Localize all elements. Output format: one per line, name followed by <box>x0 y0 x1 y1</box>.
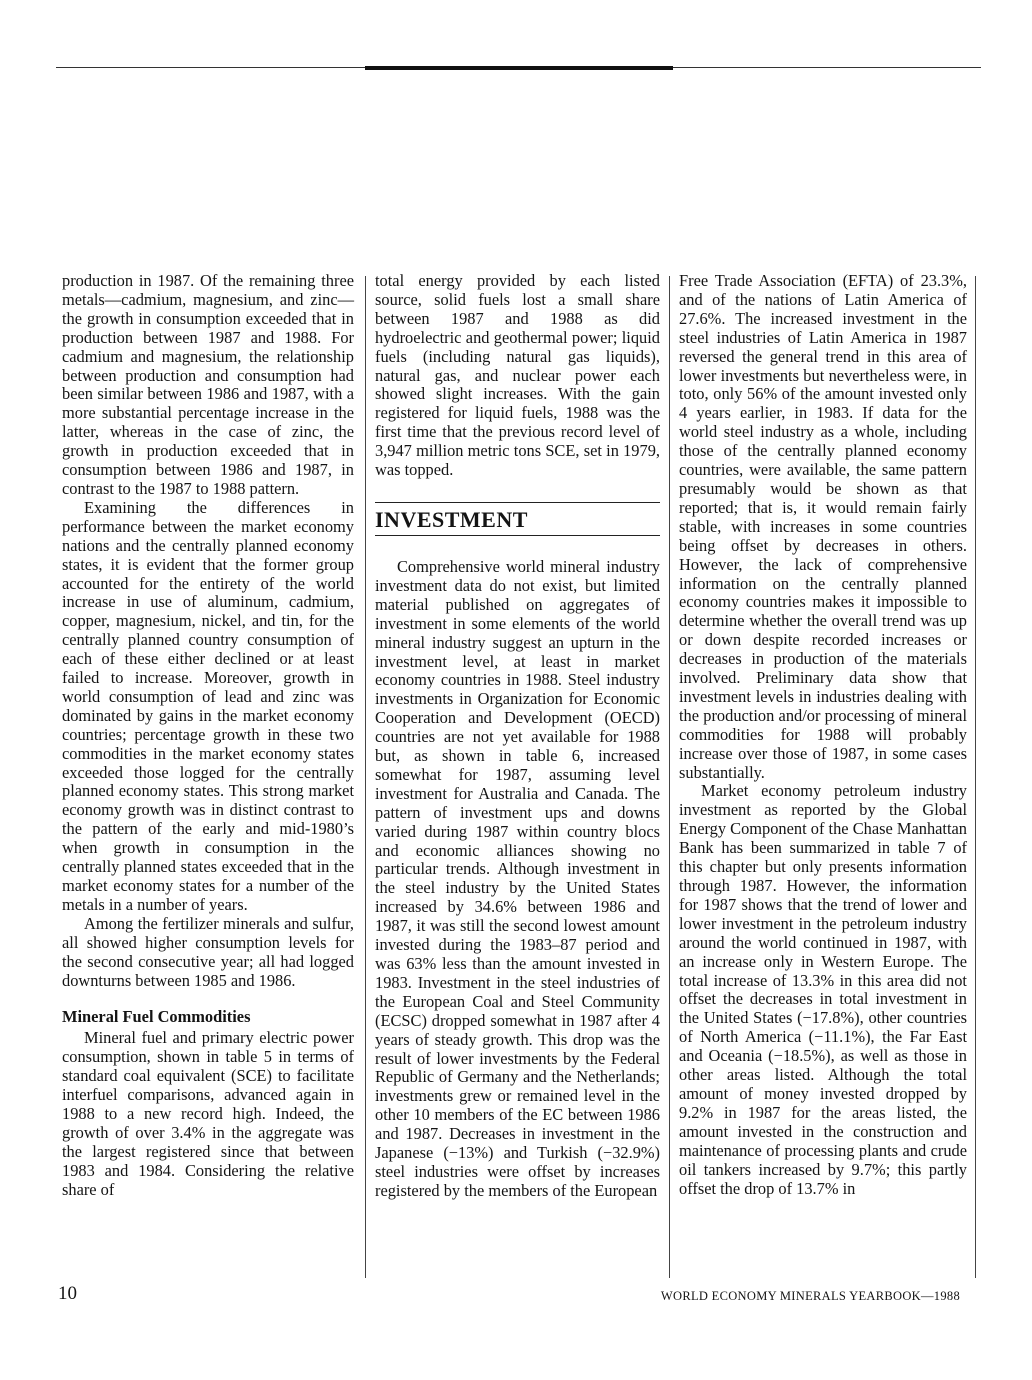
paragraph: Examining the differences in performance between the market economy nations and the centrally planned economy states, it is evident that the former group accounted for the entirety of the world increase in use of aluminum, cadmium, copper, magnesium, nickel, and tin, for the centrally planned country consumption of each of these either declined or at least failed to increase. Moreover, growth in world consumption of lead and zinc was dominated by gains in the market economy countries; percentage growth in these two commodities in the market economy states exceeded those logged for the centrally planned economy states. This strong market economy growth was in distinct contrast to the pattern of the early and mid-1980’s when growth in consumption in the centrally planned states exceeded that in the market economy states for a number of the metals in a number of years. <box>62 497 354 914</box>
subheading-mineral-fuel: Mineral Fuel Commodities <box>62 1007 251 1027</box>
paragraph: Market economy petroleum industry investment as reported by the Global Energy Component of the Chase Manhattan Bank has been summarized in table 7 of this chapter but only presents information through 1987. However, the information for 1987 shows that the trend of lower and lower investment in the petroleum industry around the world continued in 1987, with an increase only in Western Europe. The total increase of 13.3% in this area did not offset the decreases in total investment in the United States (−17.8%), other countries of North America (−11.1%), the Far East and Oceania (−18.5%), as well as those in other areas listed. Although the total amount of money invested dropped by 9.2% in 1987 for the areas listed, the amount invested in the construction and maintenance of processing plants and crude oil tankers increased by 9.7%; this partly offset the drop of 13.7% in <box>679 781 967 1198</box>
paragraph: Free Trade Association (EFTA) of 23.3%, and of the nations of Latin America of 27.6%. The increased investment in the steel industries of Latin America in 1987 reversed the general trend in this area of lower investments but nevertheless were, in toto, only 56% of the amount invested only 4 years earlier, in 1983. If data for the world steel industry as a whole, including those of the centrally planned economy countries, were available, the same pattern presumably would be shown as that reported; that is, it would remain fairly stable, with increases in some countries being offset by decreases in others. However, the lack of comprehensive information on the centrally planned economy countries makes it impossible to determine whether the overall trend was up or down despite recorded increases or decreases in production of the materials involved. Preliminary data show that investment levels in industries dealing with the production and/or processing of mineral commodities for 1988 will probably increase over those of 1987, in some cases substantially. <box>679 271 967 782</box>
section-heading-investment: INVESTMENT <box>375 502 660 536</box>
running-footer-title: WORLD ECONOMY MINERALS YEARBOOK—1988 <box>660 1289 960 1303</box>
paragraph: Comprehensive world mineral industry investment data do not exist, but limited material published on aggregates of investment in some elements of the world mineral industry suggest an upturn in the investment level, at least in market economy countries in 1988. Steel industry investments in Organization for Economic Cooperation and Development (OECD) countries are not yet available for 1988 but, as shown in table 6, increased somewhat for 1987, assuming level investment for Australia and Canada. The pattern of investment ups and downs varied during 1987 within country blocs and economic alliances showing no particular trends. Although investment in the steel industry by the United States increased by 34.6% between 1986 and 1987, it was still the second lowest amount invested during the 1983–87 period and was 63% less than the amount invested in 1983. Investment in the steel industries of the European Coal and Steel Community (ECSC) dropped somewhat in 1987 after 4 years of steady growth. This drop was the result of lower investments by the Federal Republic of Germany and the Netherlands; investments grew or remained level in the other 10 members of the EC between 1986 and 1987. Decreases in investment in the Japanese (−13%) and Turkish (−32.9%) steel industries were offset by increases registered by the members of the European <box>375 556 660 1200</box>
column-divider <box>975 276 976 1278</box>
paragraph: production in 1987. Of the remaining three metals—cadmium, magnesium, and zinc—the growth in consumption exceeded that in production between 1987 and 1988. For cadmium and magnesium, the relationship between production and consumption had been similar between 1986 and 1987, with a more substantial percentage increase in the latter, whereas in the case of zinc, the growth in production exceeded that in consumption between 1986 and 1987, in contrast to the 1987 to 1988 pattern. <box>62 271 354 498</box>
paragraph: total energy provided by each listed source, solid fuels lost a small share between 1987 and 1988 as did hydroelectric and geothermal power; liquid fuels (including natural gas liquids), natural gas, and nuclear power each showed slight increases. With the gain registered for liquid fuels, 1988 was the first time that the previous record level of 3,947 million metric tons SCE, set in 1979, was topped. <box>375 271 660 480</box>
column-divider <box>669 276 670 1278</box>
header-rule-thick <box>365 66 673 70</box>
page-number: 10 <box>58 1283 77 1304</box>
paragraph: Among the fertilizer minerals and sulfur, all showed higher consumption levels for the second consecutive year; all had logged downturns between 1985 and 1986. <box>62 913 354 990</box>
paragraph: Mineral fuel and primary electric power consumption, shown in table 5 in terms of standard coal equivalent (SCE) to facilitate interfuel comparisons, advanced again in 1988 to a new record high. Indeed, the growth of over 3.4% in the aggregate was the largest registered since that between 1983 and 1984. Considering the relative share of <box>62 1028 354 1199</box>
column-divider <box>365 276 366 1278</box>
text-column-2 <box>375 272 660 1201</box>
text-column-1 <box>62 272 354 1200</box>
text-column-3 <box>679 272 967 1198</box>
